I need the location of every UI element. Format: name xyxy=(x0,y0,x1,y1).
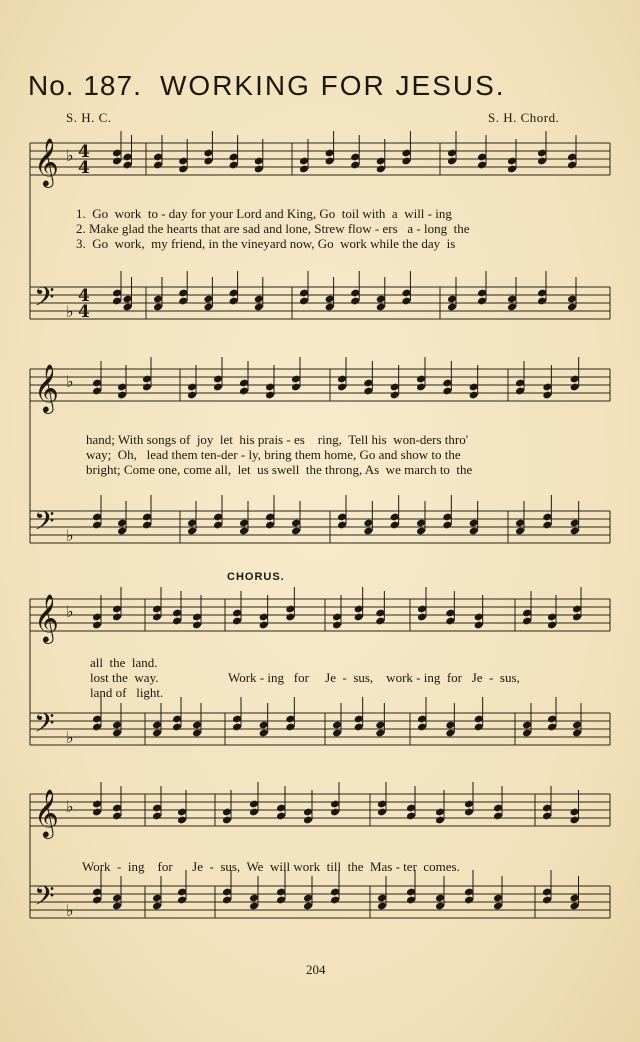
bass-clef-icon: 𝄢 xyxy=(34,707,55,745)
bass-clef-icon: 𝄢 xyxy=(34,880,55,918)
treble-clef-icon: 𝄞 xyxy=(34,788,59,837)
time-signature: 4 xyxy=(78,286,90,306)
lyricist-credit: S. H. C. xyxy=(66,110,112,125)
treble-clef-icon: 𝄞 xyxy=(34,593,59,642)
flat-icon: ♭ xyxy=(66,901,74,920)
treble-clef-icon: 𝄞 xyxy=(34,363,59,412)
lyric-line: bright; Come one, come all, let us swell the throng, As we march to the xyxy=(86,462,473,477)
hymn-number: No. 187. xyxy=(28,70,142,101)
lyric-line: 1. Go work to - day for your Lord and King, Go toil with a will - ing xyxy=(76,206,452,221)
composer-credit: S. H. Chord. xyxy=(488,110,560,125)
lyric-line: lost the way. xyxy=(90,670,159,685)
flat-icon: ♭ xyxy=(66,302,74,321)
lyric-line: all the land. xyxy=(90,655,158,670)
treble-clef-icon: 𝄞 xyxy=(34,137,59,186)
lyric-line: way; Oh, lead them ten-der - ly, bring them home, Go and show to the xyxy=(86,447,461,462)
lyric-line: 3. Go work, my friend, in the vineyard now, Go work while the day is xyxy=(76,236,456,251)
flat-icon: ♭ xyxy=(66,728,74,747)
time-signature: 4 xyxy=(78,142,90,162)
chorus-lyric-line: Work - ing for Je - sus, work - ing for Je - sus, xyxy=(228,670,520,685)
lyric-line: hand; With songs of joy let his prais - es ring, Tell his won-ders thro' xyxy=(86,432,469,447)
flat-icon: ♭ xyxy=(66,146,74,165)
bass-clef-icon: 𝄢 xyxy=(34,505,55,543)
flat-icon: ♭ xyxy=(66,372,74,391)
hymn-title: WORKING FOR JESUS. xyxy=(160,70,506,101)
flat-icon: ♭ xyxy=(66,526,74,545)
lyric-line: land of light. xyxy=(90,685,164,700)
bass-clef-icon: 𝄢 xyxy=(34,281,55,319)
time-signature: 4 xyxy=(78,158,90,178)
lyric-line: 2. Make glad the hearts that are sad and lone, Strew flow - ers a - long the xyxy=(76,221,470,236)
chorus-lyric-line: Work - ing for Je - sus, We will work till the Mas - ter comes. xyxy=(82,859,460,874)
flat-icon: ♭ xyxy=(66,602,74,621)
flat-icon: ♭ xyxy=(66,797,74,816)
chorus-label: CHORUS. xyxy=(227,571,285,583)
time-signature: 4 xyxy=(78,302,90,322)
page-number: 204 xyxy=(306,962,326,977)
